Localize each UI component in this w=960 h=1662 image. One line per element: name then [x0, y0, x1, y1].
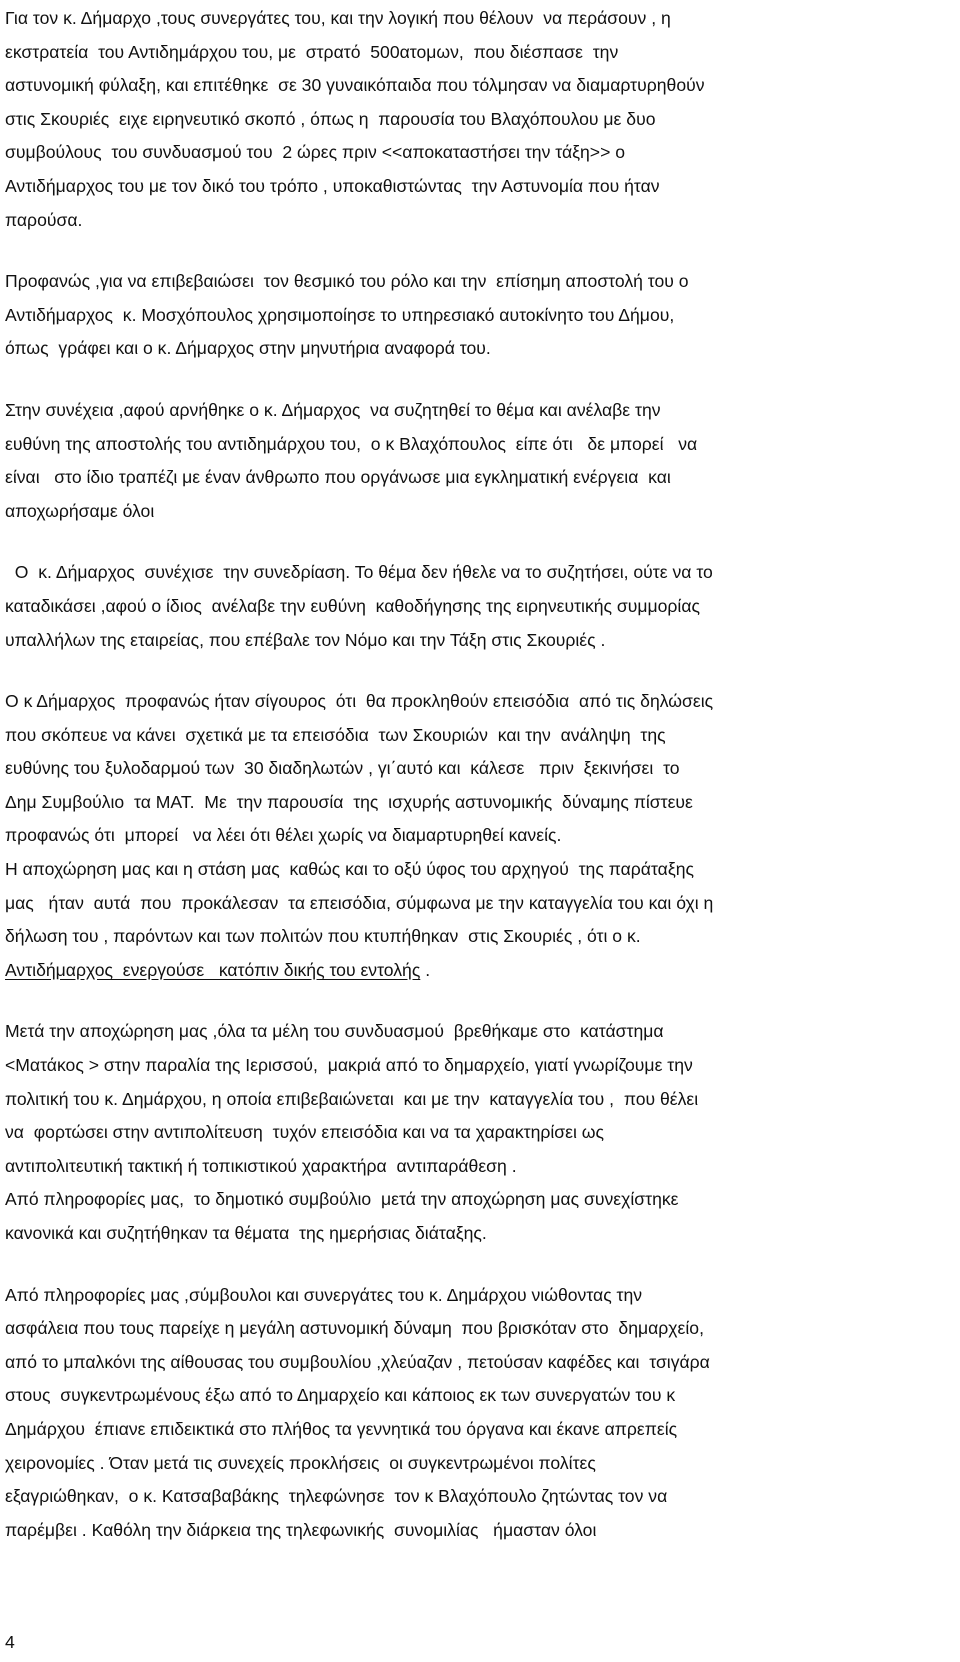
- text-line: να φορτώσει στην αντιπολίτευση τυχόν επεισόδια και να τα χαρακτηρίσει ως: [5, 1122, 605, 1143]
- text-line: παρέμβει . Καθόλη την διάρκεια της τηλεφωνικής συνομιλίας ήμασταν όλοι: [5, 1519, 597, 1540]
- text-line: <Ματάκος > στην παραλία της Ιερισσού, μακριά από το δημαρχείο, γιατί γνωρίζουμε την: [5, 1055, 693, 1076]
- paragraph-spacer: [5, 1251, 955, 1279]
- text-line: αστυνομική φύλαξη, και επιτέθηκε σε 30 γυναικόπαιδα που τόλμησαν να διαμαρτυρηθούν: [5, 75, 705, 96]
- text-line: καταδικάσει ,αφού ο ίδιος ανέλαβε την ευθύνη καθοδήγησης της ειρηνευτικής συμμορίας: [5, 595, 700, 616]
- text-line: κανονικά και συζητήθηκαν τα θέματα της ημερήσιας διάταξης.: [5, 1223, 487, 1243]
- paragraph-spacer: [5, 657, 955, 685]
- paragraph-spacer: [5, 237, 955, 265]
- text-line: παρούσα.: [5, 209, 83, 230]
- text-line: από το μπαλκόνι της αίθουσας του συμβουλίου ,χλεύαζαν , πετούσαν καφέδες και τσιγάρα: [5, 1351, 710, 1372]
- paragraph-2: [5, 265, 955, 366]
- document-body: [5, 2, 955, 1547]
- text-line: δήλωση του , παρόντων και των πολιτών που κτυπήθηκαν στις Σκουριές , ότι ο κ.: [5, 926, 641, 947]
- text-line: στις Σκουριές ειχε ειρηνευτικό σκοπό , όπως η παρουσία του Βλαχόπουλου με δυο: [5, 108, 656, 129]
- text-line: μας ήταν αυτά που προκάλεσαν τα επεισόδια, σύμφωνα με την καταγγελία του και όχι η: [5, 892, 714, 913]
- text-line: Από πληροφορίες μας, το δημοτικό συμβούλιο μετά την αποχώρηση μας συνεχίστηκε: [5, 1189, 679, 1210]
- text-line: Ο κ. Δήμαρχος συνέχισε την συνεδρίαση. Το θέμα δεν ήθελε να το συζητήσει, ούτε να το: [5, 562, 713, 583]
- text-line: όπως γράφει και ο κ. Δήμαρχος στην μηνυτήρια αναφορά του.: [5, 338, 491, 359]
- text-line: Για τον κ. Δήμαρχο ,τους συνεργάτες του, και την λογική που θέλουν να περάσουν , η: [5, 8, 671, 28]
- text-line: Δημάρχου έπιανε επιδεικτικά στο πλήθος τα γεννητικά του όργανα και έκανε απρεπείς: [5, 1418, 678, 1439]
- paragraph-spacer: [5, 987, 955, 1015]
- text-line: εξαγριώθηκαν, ο κ. Κατσαβαβάκης τηλεφώνησε τον κ Βλαχόπουλο ζητώντας τον να: [5, 1486, 668, 1507]
- text-line: Δημ Συμβούλιο τα ΜΑΤ. Με την παρουσία της ισχυρής αστυνομικής δύναμης πίστευε: [5, 791, 693, 812]
- text-line: προφανώς ότι μπορεί να λέει ότι θέλει χωρίς να διαμαρτυρηθεί κανείς.: [5, 825, 562, 846]
- text-line: ευθύνη της αποστολής του αντιδημάρχου του, ο κ Βλαχόπουλος είπε ότι δε μπορεί να: [5, 433, 698, 454]
- text-line: Η αποχώρηση μας και η στάση μας καθώς και το οξύ ύφος του αρχηγού της παράταξης: [5, 859, 694, 880]
- paragraph-spacer: [5, 528, 955, 556]
- text-line: Αντιδήμαρχος του με τον δικό του τρόπο , υποκαθιστώντας την Αστυνομία που ήταν: [5, 175, 660, 196]
- text-line: Μετά την αποχώρηση μας ,όλα τα μέλη του συνδυασμού βρεθήκαμε στο κατάστημα: [5, 1021, 664, 1042]
- paragraph-spacer: [5, 366, 955, 394]
- text-line: ευθύνης του ξυλοδαρμού των 30 διαδηλωτών , γι΄αυτό και κάλεσε πριν ξεκινήσει το: [5, 758, 680, 779]
- text-line-underlined: [5, 954, 955, 988]
- text-line: Από πληροφορίες μας ,σύμβουλοι και συνεργάτες του κ. Δημάρχου νιώθοντας την: [5, 1284, 643, 1305]
- text-line: πολιτική του κ. Δημάρχου, η οποία επιβεβαιώνεται και με την καταγγελία του , που θέλει: [5, 1088, 699, 1109]
- text-line: αποχωρήσαμε όλοι: [5, 500, 155, 521]
- paragraph-6: [5, 1015, 955, 1250]
- text-line: Ο κ Δήμαρχος προφανώς ήταν σίγουρος ότι θα προκληθούν επεισόδια από τις δηλώσεις: [5, 691, 714, 712]
- paragraph-7: [5, 1279, 955, 1548]
- text-line: Αντιδήμαρχος κ. Μοσχόπουλος χρησιμοποίησε το υπηρεσιακό αυτοκίνητο του Δήμου,: [5, 304, 675, 325]
- paragraph-4: [5, 556, 955, 657]
- paragraph-1: [5, 2, 955, 237]
- text-line: στους συγκεντρωμένους έξω από το Δημαρχείο και κάποιος εκ των συνεργατών του κ: [5, 1385, 676, 1406]
- text-line: χειρονομίες . Όταν μετά τις συνεχείς προκλήσεις οι συγκεντρωμένοι πολίτες: [5, 1452, 596, 1473]
- paragraph-5: [5, 685, 955, 987]
- text-line: ασφάλεια που τους παρείχε η μεγάλη αστυνομική δύναμη που βρισκόταν στο δημαρχείο,: [5, 1318, 704, 1339]
- text-line: αντιπολιτευτική τακτική ή τοπικιστικού χαρακτήρα αντιπαράθεση .: [5, 1155, 517, 1176]
- text-line: υπαλλήλων της εταιρείας, που επέβαλε τον Νόμο και την Τάξη στις Σκουριές .: [5, 629, 606, 650]
- paragraph-3: [5, 394, 955, 528]
- text-line: Στην συνέχεια ,αφού αρνήθηκε ο κ. Δήμαρχος να συζητηθεί το θέμα και ανέλαβε την: [5, 399, 661, 420]
- text-line: συμβούλους του συνδυασμού του 2 ώρες πριν <<αποκαταστήσει την τάξη>> ο: [5, 142, 626, 163]
- text-line: εκστρατεία του Αντιδημάρχου του, με στρατό 500ατομων, που διέσπασε την: [5, 41, 619, 62]
- text-line: είναι στο ίδιο τραπέζι με έναν άνθρωπο που οργάνωσε μια εγκληματική ενέργεια και: [5, 467, 671, 488]
- page-number: 4: [5, 1632, 15, 1652]
- underlined-line-suffix: .: [420, 959, 431, 980]
- text-line: που σκόπευε να κάνει σχετικά με τα επεισόδια των Σκουριών και την ανάληψη της: [5, 724, 666, 745]
- text-line: Προφανώς ,για να επιβεβαιώσει τον θεσμικό του ρόλο και την επίσημη αποστολή του ο: [5, 271, 689, 292]
- underlined-text: Αντιδήμαρχος ενεργούσε κατόπιν δικής του εντολής: [5, 959, 421, 980]
